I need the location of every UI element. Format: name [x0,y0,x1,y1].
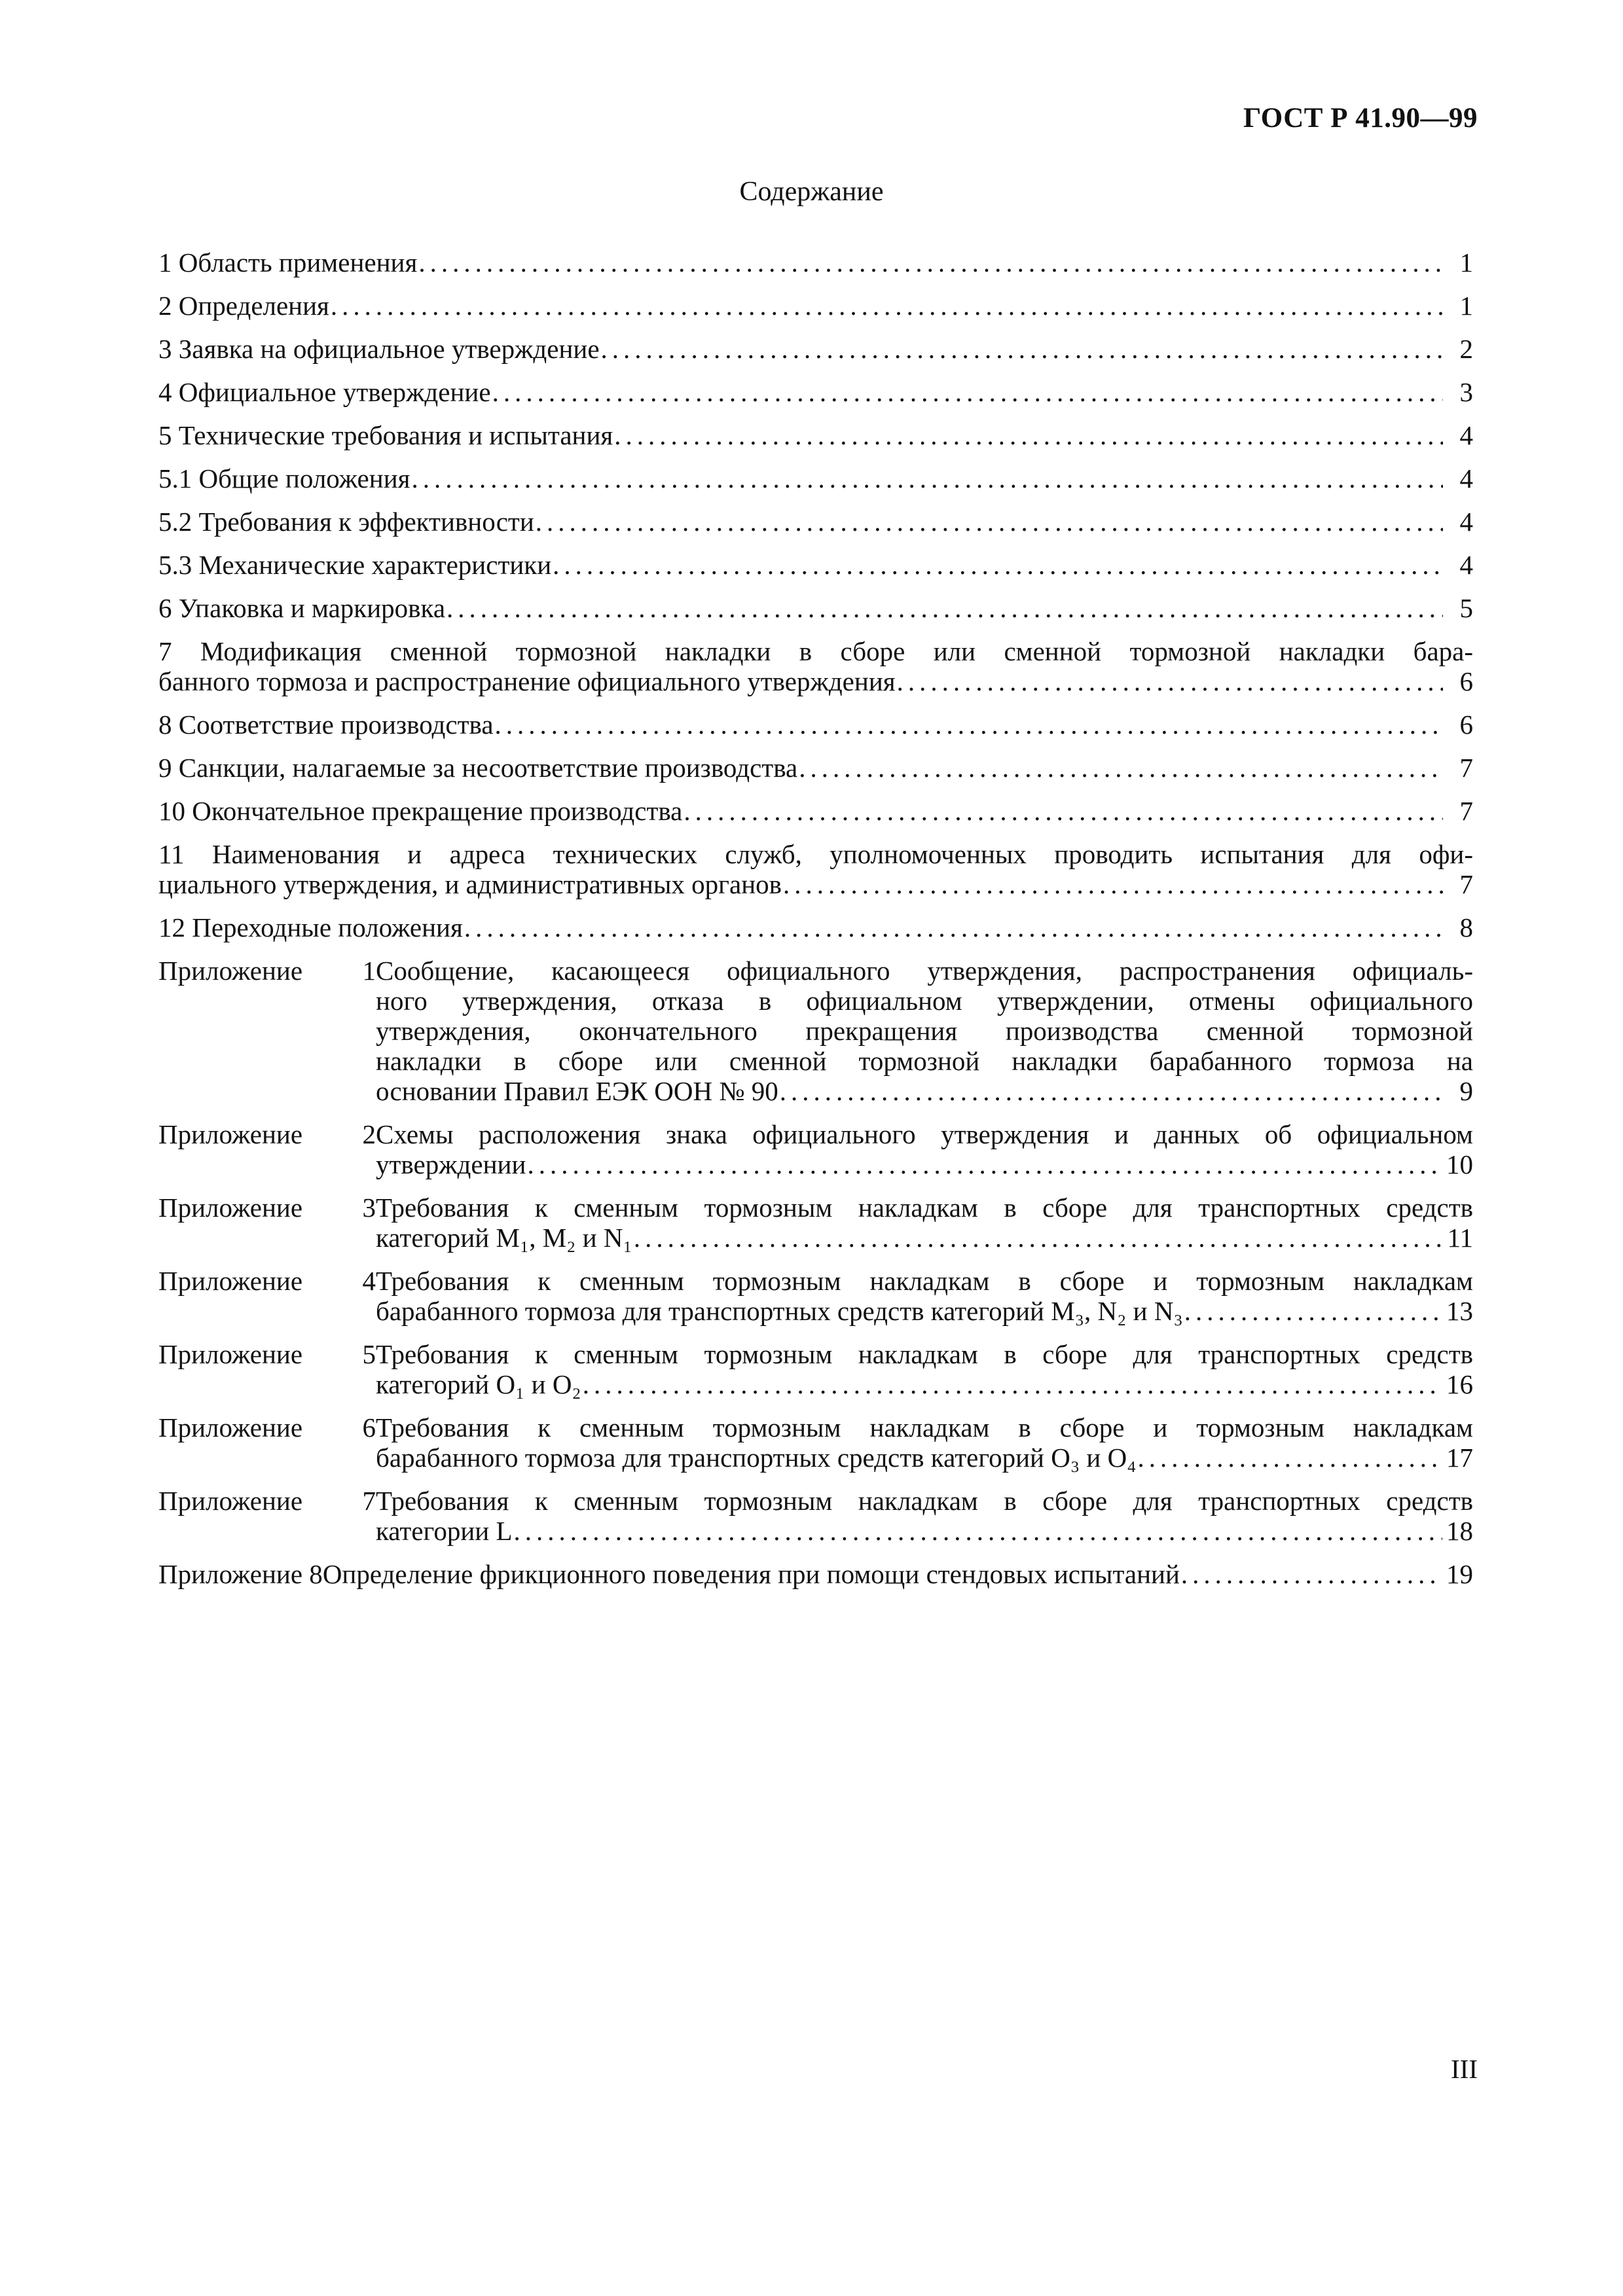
appendix-entry [158,1193,1473,1253]
appendix-page: 9 [1459,1076,1473,1106]
appendix-line: накладки в сборе или сменной тормозной накладки барабанного тормоза на [376,1046,1473,1076]
toc-entry-line: 11 Наименования и адреса технических служб, уполномоченных проводить испытания для офи- [158,839,1473,869]
appendix-text: Определение фрикционного поведения при помощи стендовых испытаний [322,1559,1180,1589]
appendix-page: 19 [1446,1559,1473,1589]
toc-entry [158,420,1473,450]
toc-entry [158,247,1473,278]
toc-entry [158,550,1473,580]
toc-entry-page: 4 [1459,550,1473,580]
toc-entry-text: 2 Определения [158,291,329,321]
toc-entry [158,463,1473,493]
toc-entry-page: 1 [1459,291,1473,321]
toc-entry-page: 1 [1459,247,1473,278]
toc-entry-text: 5.1 Общие положения [158,463,410,493]
appendix-text: основании Правил ЕЭК ООН № 90 [376,1076,778,1106]
appendix-label: Приложение 3 [158,1193,376,1223]
toc-entry [158,334,1473,364]
toc-entry [158,709,1473,740]
appendix-label: Приложение 7 [158,1486,376,1516]
appendix-line: Требования к сменным тормозным накладкам в сборе и тормозным накладкам [376,1412,1473,1443]
toc-entry-text: 4 Официальное утверждение [158,377,491,407]
appendix-text: категории L [376,1516,513,1546]
toc-entry-text: 5.2 Требования к эффективности [158,507,534,537]
toc-entry-page: 2 [1459,334,1473,364]
appendix-page: 13 [1446,1296,1473,1326]
appendix-label: Приложение 4 [158,1266,376,1296]
toc-entry-text: 9 Санкции, налагаемые за несоответствие производства [158,753,798,783]
toc-entry-text: 12 Переходные положения [158,912,463,942]
document-code: ГОСТ Р 41.90—99 [1243,103,1478,134]
toc-entry-page: 7 [1459,869,1473,899]
page-number: III [1451,2054,1478,2084]
appendix-line: утверждения, окончательного прекращения производства сменной тормозной [376,1016,1473,1046]
appendix-label: Приложение 6 [158,1412,376,1443]
appendix-line: Требования к сменным тормозным накладкам в сборе для транспортных средств [376,1339,1473,1369]
toc-entry [158,291,1473,321]
appendix-line: Сообщение, касающееся официального утверждения, распространения официаль- [376,956,1473,986]
toc-entry [158,377,1473,407]
toc-entry [158,839,1473,899]
toc-entry-page: 4 [1459,463,1473,493]
appendix-line: Требования к сменным тормозным накладкам в сборе и тормозным накладкам [376,1266,1473,1296]
appendix-entry [158,1412,1473,1473]
toc-entry-page: 6 [1459,666,1473,696]
toc-entry-text: 5.3 Механические характеристики [158,550,552,580]
appendix-text: утверждении [376,1149,526,1179]
appendix-line: Схемы расположения знака официального утверждения и данных об официальном [376,1119,1473,1149]
toc-entry-page: 4 [1459,507,1473,537]
appendix-line: ного утверждения, отказа в официальном утверждении, отмены официального [376,986,1473,1016]
appendix-page: 18 [1446,1516,1473,1546]
appendix-page: 16 [1446,1369,1473,1399]
appendix-text: категорий O₁ и O₂ [376,1369,581,1399]
toc-entry-text: 6 Упаковка и маркировка [158,593,446,623]
toc-entry-text: 10 Окончательное прекращение производства [158,796,683,826]
toc-entry-page: 4 [1459,420,1473,450]
toc-entry-page: 7 [1459,753,1473,783]
toc-entry [158,507,1473,537]
appendix-entry [158,1339,1473,1399]
appendix-entry [158,956,1473,1106]
toc-entry [158,753,1473,783]
toc-entry-page: 5 [1459,593,1473,623]
toc-entry-page: 8 [1459,912,1473,942]
toc-entry [158,636,1473,696]
toc-entry-text: банного тормоза и распространение официального утверждения [158,666,896,696]
toc-title: Содержание [739,177,884,207]
appendix-text: барабанного тормоза для транспортных средств категорий M₃, N₂ и N₃ [376,1296,1183,1326]
appendix-label: Приложение 1 [158,956,376,986]
toc-entry [158,912,1473,942]
appendix-line: Требования к сменным тормозным накладкам в сборе для транспортных средств [376,1193,1473,1223]
appendix-entry [158,1266,1473,1326]
toc-entry-page: 6 [1459,709,1473,740]
toc-entry-page: 3 [1459,377,1473,407]
appendix-entry [158,1559,1473,1589]
toc-entry-line: 7 Модификация сменной тормозной накладки в сборе или сменной тормозной накладки бара- [158,636,1473,666]
toc-entry-text: циального утверждения, и административных органов [158,869,782,899]
toc-entry-text: 1 Область применения [158,247,418,278]
appendix-page: 10 [1446,1149,1473,1179]
toc-entry [158,796,1473,826]
appendix-text: категорий M₁, M₂ и N₁ [376,1223,632,1253]
toc-entry-page: 7 [1459,796,1473,826]
toc-entry [158,593,1473,623]
appendix-text: барабанного тормоза для транспортных средств категорий O₃ и O₄ [376,1443,1137,1473]
appendix-label: Приложение 2 [158,1119,376,1149]
toc-entry-text: 8 Соответствие производства [158,709,494,740]
appendix-entry [158,1119,1473,1179]
toc-entry-text: 5 Технические требования и испытания [158,420,613,450]
appendix-line: Требования к сменным тормозным накладкам в сборе для транспортных средств [376,1486,1473,1516]
toc-entry-text: 3 Заявка на официальное утверждение [158,334,600,364]
appendix-label: Приложение 8 [158,1559,323,1589]
appendix-label: Приложение 5 [158,1339,376,1369]
appendix-entry [158,1486,1473,1546]
appendix-page: 17 [1446,1443,1473,1473]
appendix-page: 11 [1447,1223,1473,1253]
table-of-contents [158,247,1473,1602]
